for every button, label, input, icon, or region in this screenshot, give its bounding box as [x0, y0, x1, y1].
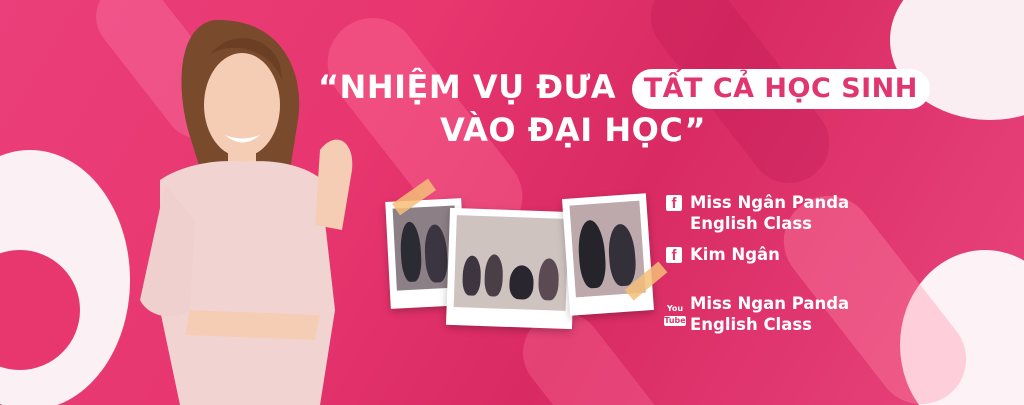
quote-open-mark: “ — [318, 68, 340, 106]
facebook-icon: f — [666, 195, 682, 211]
facebook-link-class[interactable] — [666, 192, 849, 234]
facebook-link-personal[interactable] — [666, 244, 849, 265]
youtube-icon: You Tube — [664, 304, 686, 325]
quote-part2: VÀO ĐẠI HỌC — [440, 111, 685, 149]
class-photo — [446, 208, 576, 329]
contact-line1: Miss Ngân Panda — [690, 193, 850, 212]
headline-quote — [318, 66, 918, 151]
contact-line1: Kim Ngân — [690, 245, 780, 264]
contact-line2: English Class — [690, 315, 812, 334]
contact-list — [666, 192, 849, 335]
quote-close-mark: ” — [684, 111, 706, 149]
class-photo — [562, 193, 654, 316]
quote-highlight: TẤT CẢ HỌC SINH — [632, 69, 930, 109]
quote-part1: NHIỆM VỤ ĐƯA — [339, 68, 617, 106]
youtube-link-class[interactable] — [666, 293, 849, 335]
facebook-icon: f — [666, 247, 682, 263]
contact-line2: English Class — [690, 214, 812, 233]
contact-line1: Miss Ngan Panda — [690, 294, 850, 313]
